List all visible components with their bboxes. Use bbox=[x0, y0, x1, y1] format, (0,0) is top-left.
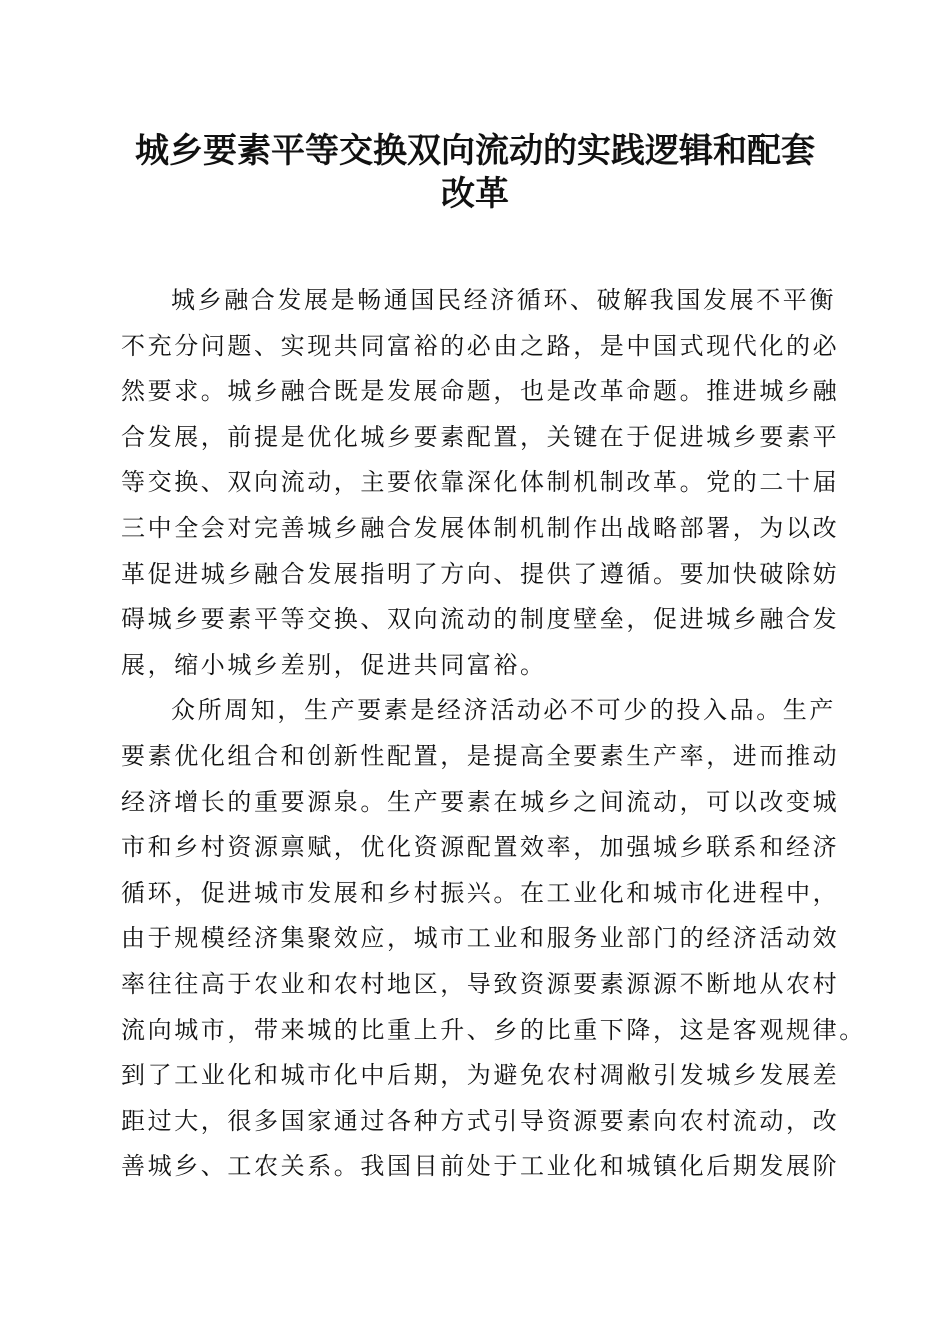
paragraph-2 bbox=[121, 688, 866, 1190]
title-line-2: 改革 bbox=[441, 174, 509, 214]
paragraph-line: 三中全会对完善城乡融合发展体制机制作出战略部署，为以改 bbox=[121, 513, 840, 542]
paragraph-line: 由于规模经济集聚效应，城市工业和服务业部门的经济活动效 bbox=[121, 924, 840, 953]
paragraph-line: 循环，促进城市发展和乡村振兴。在工业化和城市化进程中， bbox=[121, 878, 840, 907]
paragraph-line: 善城乡、工农关系。我国目前处于工业化和城镇化后期发展阶 bbox=[121, 1152, 840, 1181]
document-body bbox=[121, 278, 866, 1190]
paragraph-line: 流向城市，带来城的比重上升、乡的比重下降，这是客观规律。 bbox=[121, 1015, 866, 1044]
paragraph-line: 到了工业化和城市化中后期，为避免农村凋敝引发城乡发展差 bbox=[121, 1061, 840, 1090]
paragraph-line: 率往往高于农业和农村地区，导致资源要素源源不断地从农村 bbox=[121, 969, 840, 998]
paragraph-1 bbox=[121, 278, 841, 688]
paragraph-line: 要素优化组合和创新性配置，是提高全要素生产率，进而推动 bbox=[121, 741, 840, 770]
paragraph-line: 城乡融合发展是畅通国民经济循环、破解我国发展不平衡 bbox=[171, 286, 836, 314]
paragraph-line: 碍城乡要素平等交换、双向流动的制度壁垒，促进城乡融合发 bbox=[121, 605, 840, 634]
paragraph-line: 众所周知，生产要素是经济活动必不可少的投入品。生产 bbox=[171, 696, 836, 725]
paragraph-line: 合发展，前提是优化城乡要素配置，关键在于促进城乡要素平 bbox=[121, 422, 840, 451]
paragraph-line: 展，缩小城乡差别，促进共同富裕。 bbox=[121, 650, 547, 679]
document-title bbox=[100, 130, 850, 216]
title-line-1: 城乡要素平等交换双向流动的实践逻辑和配套 bbox=[135, 131, 815, 171]
paragraph-line: 距过大，很多国家通过各种方式引导资源要素向农村流动，改 bbox=[121, 1106, 840, 1135]
paragraph-line: 不充分问题、实现共同富裕的必由之路，是中国式现代化的必 bbox=[121, 331, 840, 360]
paragraph-line: 等交换、双向流动，主要依靠深化体制机制改革。党的二十届 bbox=[121, 468, 840, 497]
paragraph-line: 市和乡村资源禀赋，优化资源配置效率，加强城乡联系和经济 bbox=[121, 833, 840, 862]
paragraph-line: 革促进城乡融合发展指明了方向、提供了遵循。要加快破除妨 bbox=[121, 559, 840, 588]
paragraph-line: 经济增长的重要源泉。生产要素在城乡之间流动，可以改变城 bbox=[121, 787, 840, 816]
paragraph-line: 然要求。城乡融合既是发展命题，也是改革命题。推进城乡融 bbox=[121, 377, 840, 406]
